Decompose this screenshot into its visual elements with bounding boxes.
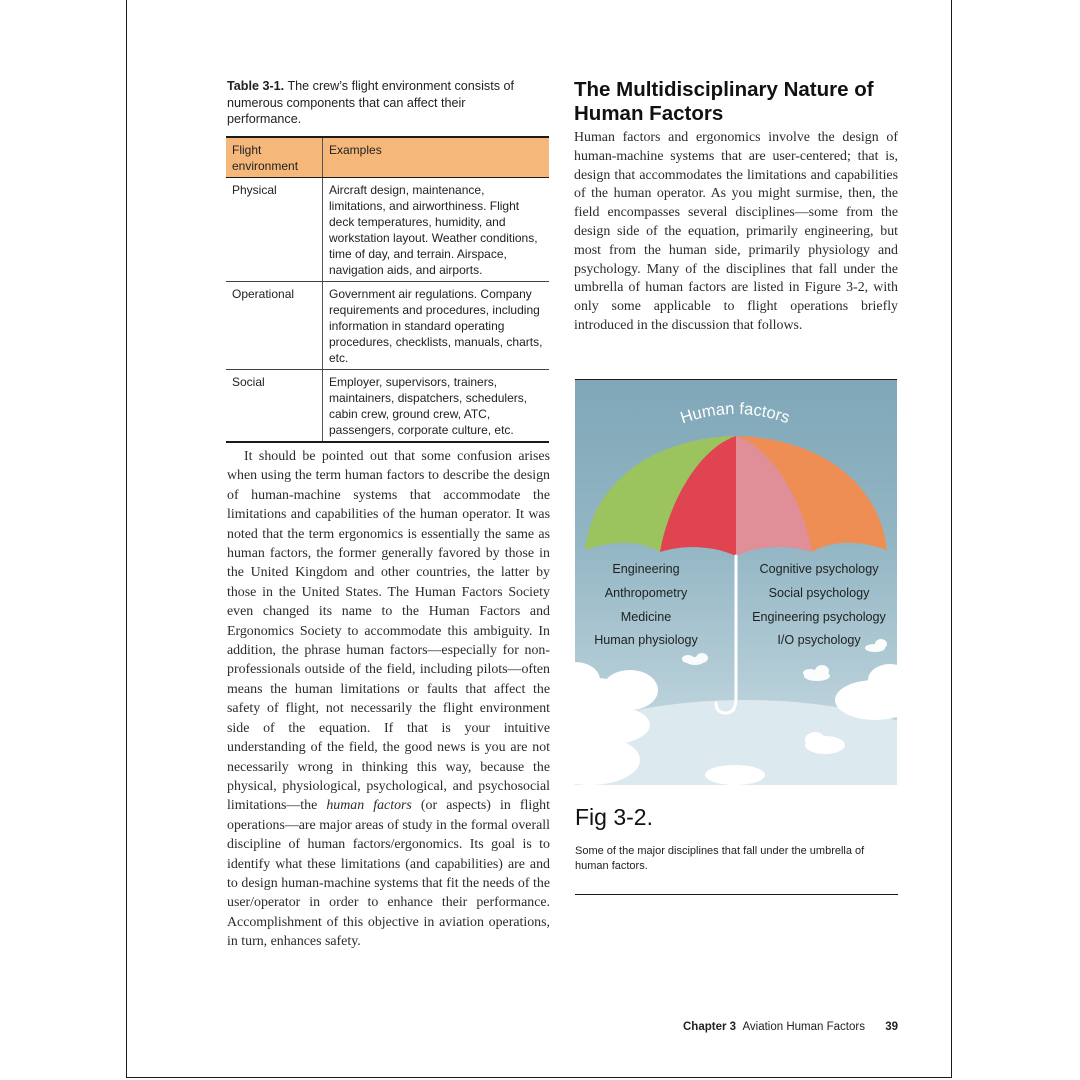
table-row (226, 370, 549, 443)
umbrella-shaft (716, 556, 736, 713)
page-number: 39 (885, 1021, 898, 1033)
discipline-left-4: Human physiology (594, 633, 698, 647)
header-flight-environment: Flight environment (226, 137, 323, 178)
discipline-right-4: I/O psychology (777, 633, 861, 647)
flight-environment-table (226, 136, 549, 443)
row-examples: Government air regulations. Company requirements and procedures, including information in standard operating procedures, checklists, manuals, charts, etc. (323, 282, 550, 370)
discipline-left-1: Engineering (612, 562, 680, 576)
row-environment: Social (226, 370, 323, 443)
left-body-part1: It should be pointed out that some confusion arises when using the term human factors to describe the design of human-machine systems that accommodate the limitations and capabilities of the human operator. It was noted that the term ergonomics is essentially the same as human factors, the former generally favored by those in the United Kingdom and other countries, the latter by those in the United States. The Human Factors Society even changed its name to the Human Factors and Ergonomics Society to accommodate this ambiguity. In addition, the phrase human factors—especially for non-professionals outside of the field, including pilots—often means the human limitations or faults that affect the safety of flight, not necessarily the flight environment side of the equation. If that is your intuitive understanding of the field, the good news is you are not necessarily wrong in thinking this way, because the physical, physiological, psychological, and psychosocial limitations—the (227, 449, 550, 814)
footer-title: Aviation Human Factors (742, 1021, 865, 1033)
row-examples: Aircraft design, maintenance, limitations, and airworthiness. Flight deck temperatures, humidity, and workstation layout. Weather conditions, time of day, and terrain. Airspace, navigation aids, and airports. (323, 178, 550, 282)
table-row (226, 282, 549, 370)
left-body-italic: human factors (326, 798, 412, 814)
discipline-right-1: Cognitive psychology (759, 562, 879, 576)
figure-title: Human factors (678, 399, 793, 428)
discipline-left-3: Medicine (620, 610, 672, 624)
row-environment: Physical (226, 178, 323, 282)
left-body-part2: (or aspects) in flight operations—are major areas of study in the formal overall discipline of human factors/ergonomics. Its goal is to identify what these limitations (and capabilities) are and to design human-machine systems that fit the needs of the user/operator in order to enhance their performance. Accomplishment of this objective in aviation operations, in turn, enhances safety. (227, 798, 550, 950)
discipline-right-3: Engineering psychology (752, 610, 886, 624)
left-body-paragraph (227, 447, 550, 952)
table-header-row (226, 137, 549, 178)
header-examples: Examples (323, 137, 550, 178)
section-heading: The Multidisciplinary Nature of Human Factors (574, 78, 874, 125)
figure-label: Fig 3-2. (575, 804, 653, 830)
discipline-left-2: Anthropometry (604, 586, 688, 600)
umbrella-figure (575, 379, 897, 785)
figure-caption: Some of the major disciplines that fall under the umbrella of human factors. (575, 845, 865, 872)
section-body: Human factors and ergonomics involve the design of human-machine systems that are user-centered; that is, design that accommodates the limitations and capabilities of the human operator. As you might surmise, then, the field encompasses several disciplines—some from the design side of the equation, primarily engineering, but most from the human side, primarily physiology and psychology. Many of the disciplines that fall under the umbrella of human factors are listed in Figure 3-2, with only some applicable to flight operations briefly introduced in the discussion that follows. (574, 130, 898, 333)
footer-chapter: Chapter 3 (683, 1021, 737, 1033)
discipline-right-2: Social psychology (768, 586, 870, 600)
umbrella-canopy (585, 436, 887, 556)
table-caption (227, 78, 527, 128)
umbrella-illustration (575, 380, 897, 785)
table-caption-label: Table 3-1. (227, 79, 285, 93)
table-caption-text: The crew’s flight environment consists of numerous components that can affect their performance. (227, 79, 514, 126)
row-examples: Employer, supervisors, trainers, maintainers, dispatchers, schedulers, cabin crew, ground crew, ATC, passengers, corporate culture, etc. (323, 370, 550, 443)
table-row (226, 178, 549, 282)
page-footer (683, 1021, 898, 1033)
row-environment: Operational (226, 282, 323, 370)
figure-rule (575, 894, 898, 895)
